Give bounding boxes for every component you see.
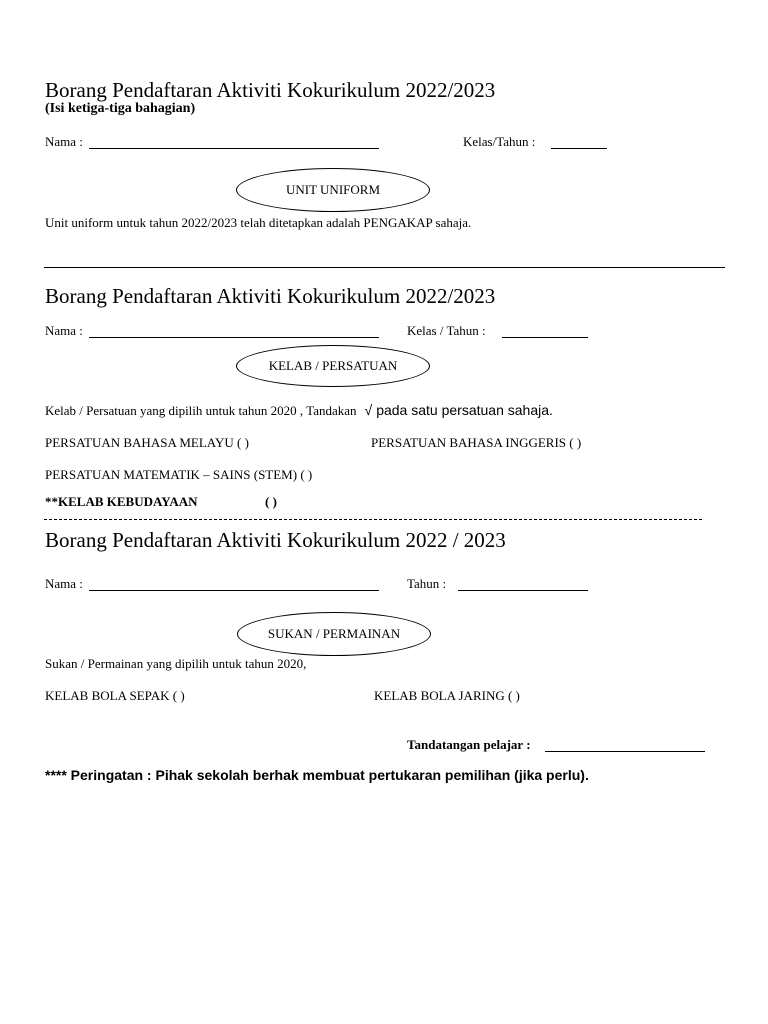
section1-class-label: Kelas/Tahun : — [463, 134, 536, 149]
signature-field[interactable] — [545, 737, 705, 752]
signature-label: Tandatangan pelajar : — [407, 737, 531, 752]
sukan-permainan-oval — [237, 612, 431, 656]
section3-name-field[interactable] — [89, 576, 379, 591]
sukan-permainan-label: SUKAN / PERMAINAN — [267, 626, 401, 641]
option-bahasa-melayu[interactable]: PERSATUAN BAHASA MELAYU ( ) — [45, 435, 249, 450]
checkmark-icon: √ — [364, 402, 373, 418]
warning-note: **** Peringatan : Pihak sekolah berhak membuat pertukaran pemilihan (jika perlu). — [45, 767, 589, 783]
option-matematik-sains[interactable]: PERSATUAN MATEMATIK – SAINS (STEM) ( ) — [45, 467, 313, 482]
section2-title: Borang Pendaftaran Aktiviti Kokurikulum 2022/2023 — [45, 284, 496, 308]
section3-year-field[interactable] — [458, 576, 588, 591]
section2-instruction-text: Kelab / Persatuan yang dipilih untuk tahun 2020 , Tandakan — [45, 403, 357, 418]
section2-instruction — [45, 402, 553, 420]
section3-year-label: Tahun : — [407, 576, 447, 591]
option-bola-sepak[interactable]: KELAB BOLA SEPAK ( ) — [45, 688, 185, 703]
section1-subtitle: (Isi ketiga-tiga bahagian) — [45, 101, 196, 116]
section-divider-1 — [44, 267, 725, 268]
section1-title: Borang Pendaftaran Aktiviti Kokurikulum 2022/2023 — [45, 78, 496, 102]
section2-name-field[interactable] — [89, 323, 379, 338]
section3-name-label: Nama : — [45, 576, 83, 591]
option-bola-jaring[interactable]: KELAB BOLA JARING ( ) — [374, 688, 520, 703]
section1-name-field[interactable] — [89, 134, 379, 149]
section3-title: Borang Pendaftaran Aktiviti Kokurikulum 2022 / 2023 — [45, 528, 506, 552]
unit-uniform-oval — [236, 168, 430, 212]
section1-statement: Unit uniform untuk tahun 2022/2023 telah ditetapkan adalah PENGAKAP sahaja. — [45, 215, 472, 230]
option-kebudayaan-box[interactable]: ( ) — [265, 494, 277, 509]
section3-instruction: Sukan / Permainan yang dipilih untuk tahun 2020, — [45, 656, 307, 671]
option-kebudayaan[interactable]: **KELAB KEBUDAYAAN — [45, 494, 198, 509]
unit-uniform-label: UNIT UNIFORM — [285, 182, 380, 197]
section2-instruction-tail: pada satu persatuan sahaja. — [376, 402, 553, 418]
option-bahasa-inggeris[interactable]: PERSATUAN BAHASA INGGERIS ( ) — [371, 435, 582, 450]
kelab-persatuan-label: KELAB / PERSATUAN — [268, 358, 398, 373]
kelab-persatuan-oval — [236, 345, 430, 387]
section1-name-label: Nama : — [45, 134, 83, 149]
section-divider-2 — [44, 519, 702, 520]
section1-class-field[interactable] — [551, 134, 607, 149]
section2-name-label: Nama : — [45, 323, 83, 338]
section2-class-field[interactable] — [502, 323, 588, 338]
section2-class-label: Kelas / Tahun : — [407, 323, 486, 338]
